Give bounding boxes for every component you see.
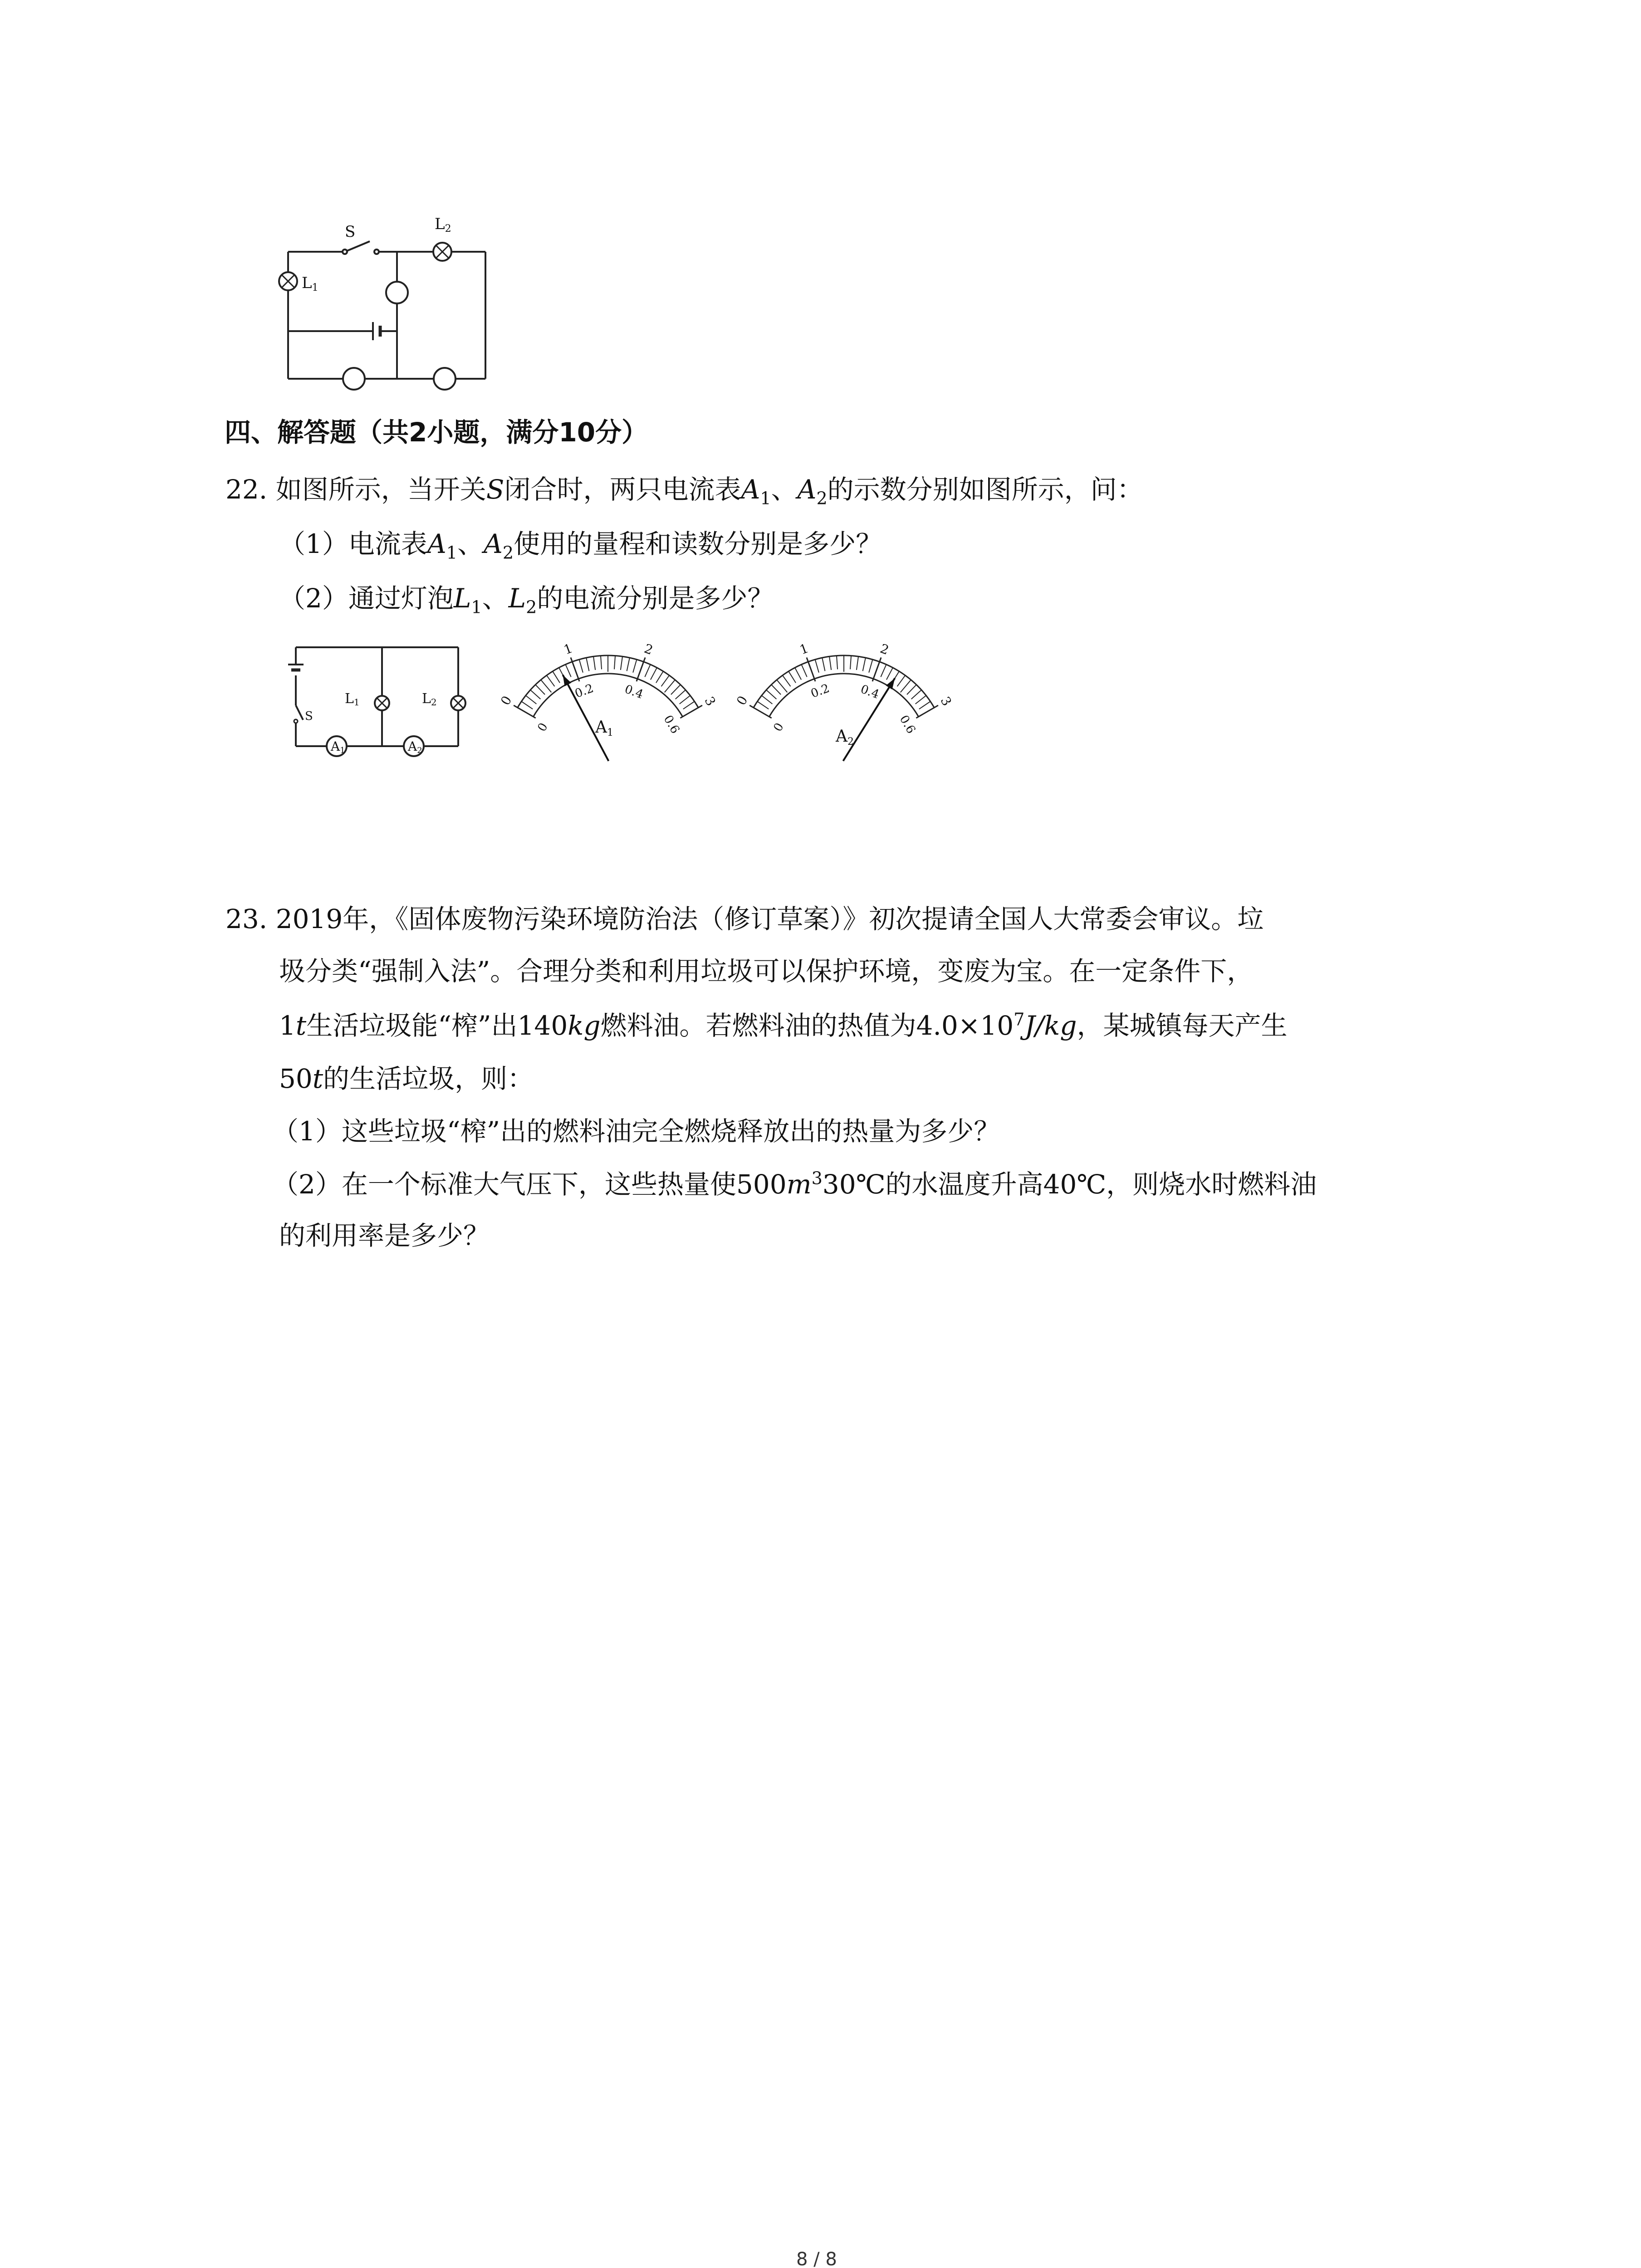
meter-tick [762, 695, 773, 704]
circuit-l2-label: L [422, 691, 431, 707]
q22-part-2-l2: L [508, 583, 526, 614]
svg-text:L2 [435, 215, 451, 235]
q22-part-1-sep: 、 [457, 528, 484, 559]
label-l2: L [435, 215, 445, 233]
meter-a2-name-sub: 2 [847, 736, 854, 748]
meter-tick [771, 685, 781, 695]
meter-a2-inner-0-4: 0.4 [858, 682, 881, 702]
meter-a2-outer-3: 3 [937, 694, 955, 709]
meter-tick [621, 656, 622, 670]
q23-part-2-cont: 的利用率是多少？ [279, 1220, 490, 1251]
meter-tick [919, 701, 931, 709]
meter-a1-outer-2: 2 [642, 640, 655, 658]
section-heading: 四、解答题（共2小题，满分10分） [225, 417, 648, 448]
q22-stem-a1-sub: 1 [760, 488, 771, 508]
svg-text:L1 [345, 691, 360, 708]
meter-tick [586, 658, 589, 671]
circuit-a2-sub: 2 [417, 746, 422, 755]
meter-a2-inner-0-6: 0.6 [896, 713, 918, 736]
q23-line-3-c: 燃料油。若燃料油的热值为4.0×10 [600, 1010, 1014, 1041]
meter-tick [633, 660, 637, 673]
meter-tick [789, 671, 796, 683]
svg-text:A2 [835, 727, 854, 748]
circuit-diagram-top [254, 209, 508, 390]
q22-stem-a2-sub: 2 [816, 488, 828, 508]
meter-tick [665, 680, 675, 693]
meter-tick [651, 668, 657, 679]
meter-a1-outer-1: 1 [562, 640, 575, 658]
meter-scale-arc [769, 674, 918, 717]
meter-scale-arc [533, 674, 682, 717]
circuit-s-label: S [305, 709, 313, 723]
meter-tick [521, 701, 533, 709]
q22-circuit-diagram [286, 637, 476, 773]
meter-tick [911, 690, 921, 699]
q22-part-2-text-b: 的电流分别是多少？ [537, 583, 774, 614]
meter-needle-head [886, 678, 895, 689]
q22-part-2 [279, 580, 774, 617]
q23-line-3-b: 生活垃圾能“榨”出140 [306, 1010, 568, 1041]
meter-tick [907, 685, 916, 695]
q22-part-2-text-a: （2）通过灯泡 [279, 583, 454, 614]
q23-part-2-a: （2）在一个标准大气压下，这些热量使500 [272, 1169, 787, 1200]
q22-part-1-a1-sub: 1 [446, 543, 457, 563]
meter-a2-name: A [836, 727, 847, 746]
svg-text:L2 [422, 691, 437, 708]
meter-tick [680, 695, 691, 704]
q23-line-1-text: 2019年，《固体废物污染环境防治法（修订草案）》初次提请全国人大常委会审议。垃 [275, 904, 1264, 934]
circuit-a1-label: A [331, 739, 340, 754]
meter-tick [601, 656, 602, 670]
q23-line-3-t: t [295, 1010, 307, 1041]
meter-a2-inner-0-2: 0.2 [809, 681, 832, 701]
meter-tick [916, 695, 926, 704]
meter-tick [680, 705, 702, 718]
q22-part-2-l1-sub: 1 [471, 597, 482, 617]
meter-tick [757, 701, 769, 709]
q22-number: 22. [225, 474, 268, 505]
q22-part-2-sep: 、 [482, 583, 509, 614]
blank-meter-middle-icon [386, 282, 408, 303]
q22-stem-sep: 、 [771, 474, 798, 505]
q23-line-3-d: ，某城镇每天产生 [1077, 1010, 1288, 1041]
meter-a1-name: A [595, 718, 607, 737]
meter-tick [553, 671, 560, 683]
q22-part-1-a1: A [427, 528, 446, 559]
meter-tick [795, 668, 801, 679]
q23-part-2-m: m [786, 1169, 812, 1200]
meter-tick [526, 695, 537, 704]
blank-meter-bottom-left-icon [343, 368, 365, 390]
q22-part-1-a2-sub: 2 [502, 543, 514, 563]
meter-tick [850, 656, 851, 670]
meter-tick [579, 660, 583, 673]
meter-tick [766, 690, 776, 699]
q23-line-3 [279, 1007, 1287, 1044]
q23-line-3-a: 1 [279, 1010, 296, 1041]
meter-tick [676, 690, 686, 699]
q23-line-3-unit: J/kg [1024, 1010, 1077, 1041]
q23-part-2 [272, 1166, 1317, 1203]
meter-tick [857, 656, 858, 670]
label-l1: L [302, 274, 312, 292]
meter-tick [783, 675, 791, 686]
q23-line-4 [279, 1060, 534, 1097]
meter-tick [869, 660, 872, 673]
meter-a2-outer-0: 0 [733, 693, 751, 708]
page-number: 8 / 8 [796, 2249, 837, 2268]
q23-line-1 [225, 900, 1264, 938]
q22-part-2-l2-sub: 2 [526, 597, 537, 617]
circuit-l1-label: L [345, 691, 354, 707]
meter-a1-inner-0: 0 [535, 720, 551, 734]
label-l1-sub: 1 [312, 282, 318, 293]
meter-tick [829, 656, 831, 670]
meter-tick [530, 690, 540, 699]
ammeter-a1-dial [490, 624, 726, 773]
q23-line-3-exp: 7 [1014, 1009, 1025, 1030]
q22-stem-a2: A [797, 474, 817, 505]
q22-stem-text-c: 的示数分别如图所示，问： [827, 474, 1143, 505]
meter-tick [614, 656, 615, 670]
meter-tick [801, 665, 807, 677]
q22-stem-s: S [486, 474, 505, 505]
meter-tick [661, 675, 670, 686]
meter-tick [683, 701, 695, 709]
q23-number: 23. [225, 904, 268, 934]
meter-tick [671, 685, 681, 695]
meter-tick [777, 680, 787, 693]
q23-line-2: 圾分类“强制入法”。合理分类和利用垃圾可以保护环境，变废为宝。在一定条件下， [279, 956, 1254, 987]
q22-part-1 [279, 525, 882, 562]
q23-part-2-b: 30℃的水温度升高40℃，则烧水时燃料油 [822, 1169, 1317, 1200]
q22-part-1-text-b: 使用的量程和读数分别是多少？ [514, 528, 882, 559]
q23-part-1: （1）这些垃圾“榨”出的燃料油完全燃烧释放出的热量为多少？ [272, 1116, 1000, 1147]
svg-text:A1 [595, 718, 613, 738]
meter-a1-outer-0: 0 [497, 693, 515, 708]
meter-tick [535, 685, 545, 695]
meter-tick [887, 668, 893, 679]
meter-needle-head [563, 675, 571, 686]
label-switch-s: S [345, 223, 356, 241]
q22-stem-a1: A [741, 474, 760, 505]
q22-stem-text-b: 闭合时，两只电流表 [504, 474, 741, 505]
q23-line-4-a: 50 [279, 1063, 313, 1094]
meter-a1-outer-3: 3 [701, 694, 719, 709]
meter-tick [863, 658, 866, 671]
meter-tick [897, 675, 906, 686]
q23-line-4-b: 的生活垃圾，则： [323, 1063, 534, 1094]
q23-line-4-t: t [312, 1063, 323, 1094]
meter-tick [656, 671, 663, 683]
q22-part-1-text-a: （1）电流表 [279, 528, 427, 559]
meter-tick [822, 658, 825, 671]
label-l2-sub: 2 [445, 223, 451, 235]
q23-part-2-exp: 3 [811, 1168, 823, 1188]
meter-tick [837, 656, 838, 670]
meter-a2-outer-1: 1 [798, 640, 811, 658]
meter-tick [749, 705, 771, 718]
q22-stem [225, 471, 1143, 508]
q22-part-1-a2: A [484, 528, 503, 559]
circuit-a1-sub: 1 [340, 746, 345, 755]
meter-tick [547, 675, 555, 686]
meter-tick [627, 658, 630, 671]
q23-line-3-kg: kg [568, 1010, 601, 1041]
meter-tick [916, 705, 938, 718]
meter-a2-outer-2: 2 [878, 640, 891, 658]
meter-a1-inner-0-4: 0.4 [622, 682, 645, 702]
circuit-l2-sub: 2 [431, 697, 437, 708]
meter-a1-inner-0-2: 0.2 [573, 681, 596, 701]
meter-tick [645, 665, 650, 677]
meter-tick [901, 680, 911, 693]
meter-tick [815, 660, 819, 673]
circuit-l1-sub: 1 [353, 697, 360, 708]
meter-tick [593, 656, 595, 670]
blank-meter-bottom-right-icon [434, 368, 456, 390]
svg-text:L1 [302, 274, 318, 293]
meter-a1-name-sub: 1 [607, 727, 613, 738]
q22-stem-text-a: 如图所示，当开关 [275, 474, 486, 505]
q22-part-2-l1: L [453, 583, 471, 614]
circuit-a2-label: A [408, 739, 417, 754]
ammeter-a2-dial [726, 624, 962, 773]
meter-a2-inner-0: 0 [771, 720, 787, 734]
meter-tick [881, 665, 886, 677]
meter-tick [541, 680, 551, 693]
meter-tick [514, 705, 535, 718]
meter-a1-inner-0-6: 0.6 [661, 713, 682, 736]
meter-tick [565, 665, 571, 677]
